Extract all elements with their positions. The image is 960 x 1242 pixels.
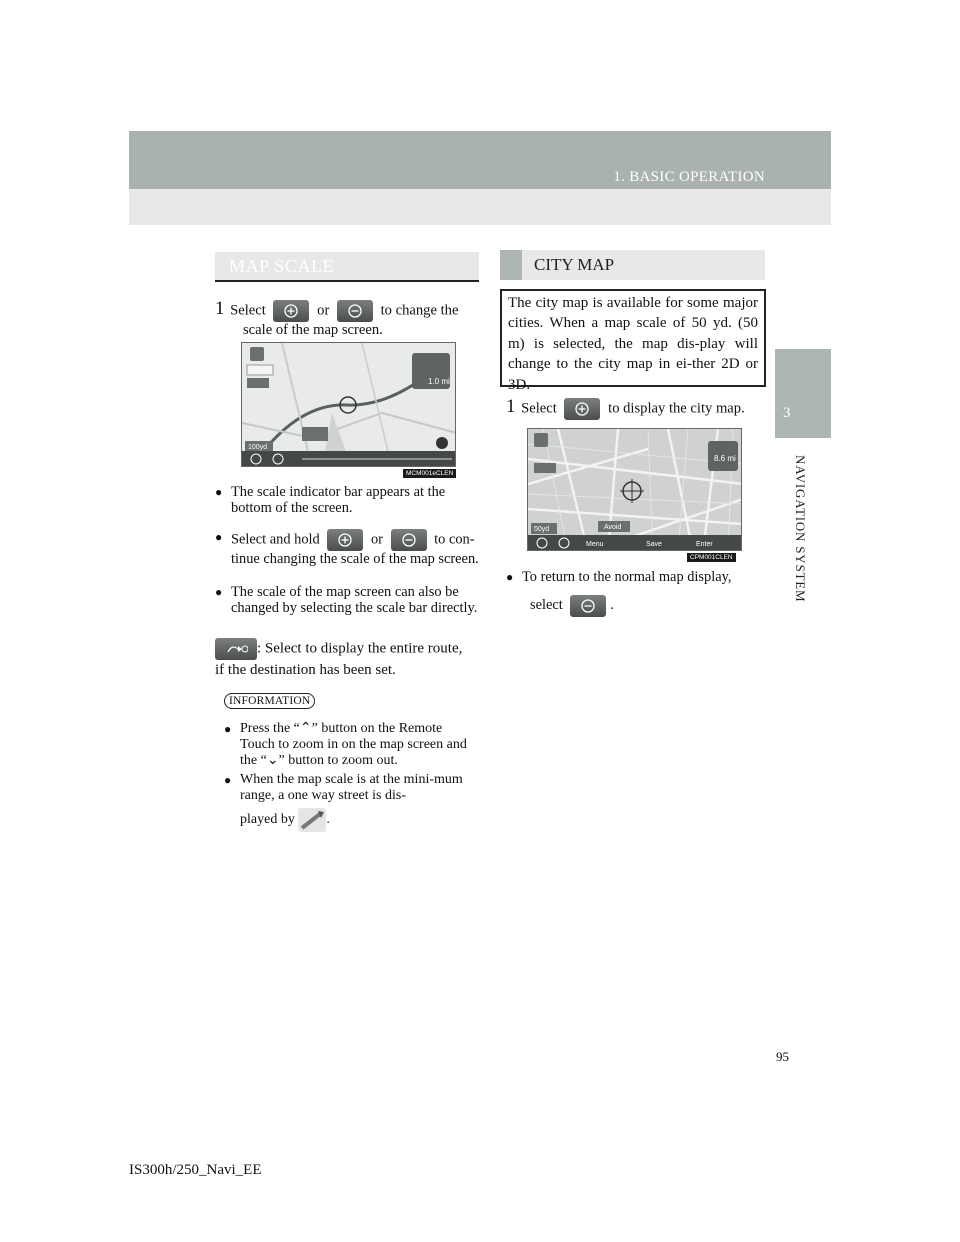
svg-text:Enter: Enter — [696, 541, 713, 548]
map-scale-bullet-2: ● Select and hold or to con- tinue changing the scale of the map screen. — [215, 529, 481, 567]
map-screen-image — [241, 342, 456, 467]
city-map-image-caption: CPM001CLEN — [687, 553, 736, 562]
map-image-caption: MCM001eCLEN — [403, 469, 456, 478]
city-map-distance-readout: 8.6 mi — [714, 454, 736, 463]
document-id: IS300h/250_Navi_EE — [129, 1162, 262, 1178]
page-number: 95 — [776, 1049, 789, 1064]
header-title: 1. BASIC OPERATION — [613, 169, 765, 185]
svg-text:100yd: 100yd — [248, 444, 268, 451]
city-map-bullet-1: ● To return to the normal map display, select . — [506, 569, 772, 617]
map-scale-heading: MAP SCALE — [215, 252, 479, 282]
route-description: : Select to display the entire route, if the destination has been set. — [215, 638, 483, 680]
city-map-description-box: The city map is available for some major cities. When a map scale of 50 yd. (50 m) is selected, the map dis-play will change to the city map in ei-ther 2D or 3D. — [500, 289, 766, 387]
map-distance-readout: 1.0 mi — [428, 377, 450, 386]
zoom-in-icon — [327, 529, 363, 551]
city-map-step: 1 Select to display the city map. — [506, 398, 772, 420]
svg-text:Save: Save — [646, 541, 662, 548]
information-bullet-1: ● Press the “⌃” button on the Remote Touch to zoom in on the map screen and the “⌄” button to zoom out. — [224, 721, 476, 769]
svg-text:Avoid: Avoid — [604, 524, 622, 531]
route-overview-icon — [215, 638, 257, 660]
one-way-street-icon — [298, 808, 326, 832]
information-tag: INFORMATION — [224, 693, 315, 709]
zoom-out-icon — [570, 595, 606, 617]
header-subband — [129, 189, 831, 225]
chapter-label: NAVIGATION SYSTEM — [793, 455, 808, 603]
map-scale-step: 1 Select or to change the — [215, 300, 481, 322]
zoom-out-icon — [337, 300, 373, 322]
chapter-number: 3 — [783, 405, 791, 421]
zoom-in-icon — [564, 398, 600, 420]
chapter-tab — [775, 349, 831, 438]
map-scale-bullet-1: ● The scale indicator bar appears at the bottom of the screen. — [215, 484, 481, 516]
map-scale-bullet-3: ● The scale of the map screen can also be changed by selecting the scale bar directly. — [215, 584, 481, 616]
svg-text:50yd: 50yd — [534, 526, 550, 533]
zoom-out-icon — [391, 529, 427, 551]
map-scale-step-cont: scale of the map screen. — [243, 322, 383, 338]
city-map-heading: CITY MAP — [500, 250, 765, 280]
zoom-in-icon — [273, 300, 309, 322]
svg-text:Menu: Menu — [586, 541, 604, 548]
city-map-image — [527, 428, 742, 551]
information-bullet-2: ● When the map scale is at the mini-mum range, a one way street is dis- played by . — [224, 772, 476, 832]
